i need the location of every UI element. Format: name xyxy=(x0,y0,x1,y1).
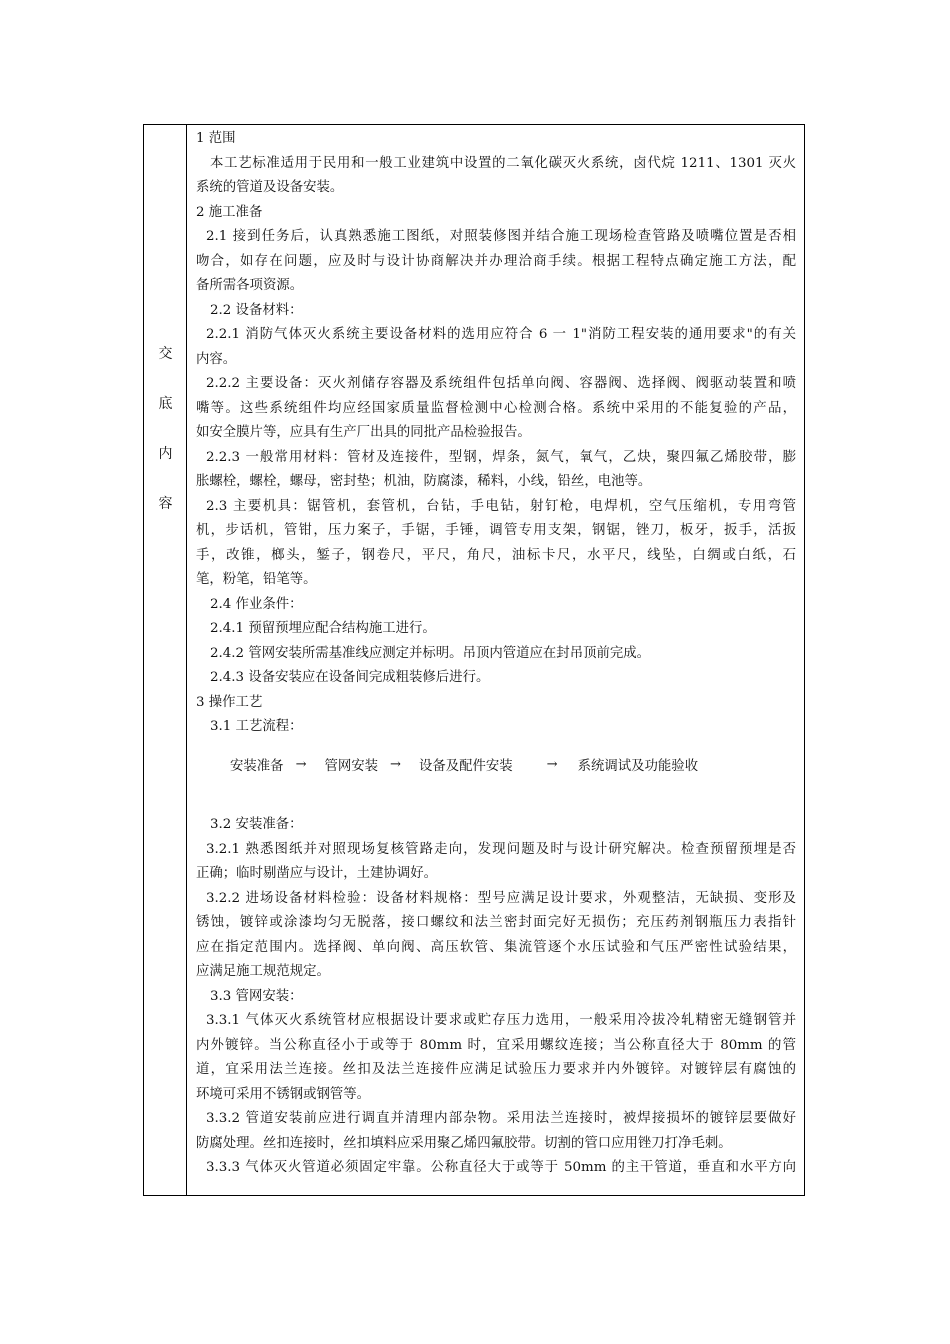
paragraph-line: 备所需各项资源。 xyxy=(196,278,304,293)
paragraph-line: 2.2.1 消防气体灭火系统主要设备材料的选用应符合 6 一 1"消防工程安装的通用要求"的有关 xyxy=(206,327,796,342)
paragraph-line: 道，宜采用法兰连接。丝扣及法兰连接件应满足试验压力要求并内外镀锌。对镀锌层有腐蚀的 xyxy=(196,1062,796,1077)
paragraph-line: 2.2.3 一般常用材料：管材及连接件，型钢，焊条，氮气，氧气，乙炔，聚四氟乙烯胶带，膨 xyxy=(206,449,796,465)
paragraph-line: 防腐处理。丝扣连接时，丝扣填料应采用聚乙烯四氟胶带。切割的管口应用锉刀打净毛刺。 xyxy=(196,1135,732,1151)
paragraph-line: 2.4.1 预留预埋应配合结构施工进行。 xyxy=(210,621,436,636)
process-flow xyxy=(196,740,796,789)
paragraph-line: 3.3.3 气体灭火管道必须固定牢靠。公称直径大于或等于 50mm 的主干管道，垂直和水平方向 xyxy=(206,1160,796,1175)
paragraph-line: 2.4.2 管网安装所需基准线应测定并标明。吊顶内管道应在封吊顶前完成。 xyxy=(210,645,651,661)
paragraph-line: 手，改锥，榔头，錾子，钢卷尺，平尺，角尺，油标卡尺，水平尺，线坠，白绸或白纸，石 xyxy=(196,547,796,563)
paragraph-line: 嘴等。这些系统组件均应经国家质量监督检测中心检测合格。系统中采用的不能复验的产品， xyxy=(196,400,796,416)
paragraph-line: 应满足施工规范规定。 xyxy=(196,964,330,979)
flow-step-1: 安装准备 xyxy=(230,758,284,774)
flow-step-4: 系统调试及功能验收 xyxy=(577,758,699,774)
paragraph-line: 内容。 xyxy=(196,351,237,367)
content-body xyxy=(196,127,796,1181)
paragraph-line: 3.2.1 熟悉图纸并对照现场复核管路走向，发现问题及时与设计研究解决。检查预留预埋是否 xyxy=(206,841,796,857)
heading-1: 1 范围 xyxy=(196,131,236,146)
subheading-3-2: 3.2 安装准备： xyxy=(210,817,303,832)
paragraph-line: 本工艺标准适用于民用和一般工业建筑中设置的二氧化碳灭火系统，卤代烷 1211、1301 灭火 xyxy=(210,155,796,171)
paragraph-line: 如安全膜片等，应具有生产厂出具的同批产品检验报告。 xyxy=(196,425,531,440)
heading-2: 2 施工准备 xyxy=(196,204,263,220)
paragraph-line: 机，步话机，管钳，压力案子，手锯，手锤，调管专用支架，钢锯，锉刀，板牙，扳手，活扳 xyxy=(196,523,796,538)
paragraph-line: 正确；临时剔凿应与设计，土建协调好。 xyxy=(196,866,438,881)
paragraph-line: 2.1 接到任务后，认真熟悉施工图纸，对照装修图并结合施工现场检查管路及喷嘴位置是否相 xyxy=(206,229,796,244)
paragraph-line: 2.4.3 设备安装应在设备间完成粗装修后进行。 xyxy=(210,670,490,685)
flow-arrow-icon: → xyxy=(546,756,558,772)
paragraph-line: 锈蚀，镀锌或涂漆均匀无脱落，接口螺纹和法兰密封面完好无损伤；充压药剂钢瓶压力表指针 xyxy=(196,915,796,930)
paragraph-line: 系统的管道及设备安装。 xyxy=(196,180,344,195)
paragraph-line: 吻合，如存在问题，应及时与设计协商解决并办理洽商手续。根据工程特点确定施工方法，配 xyxy=(196,253,796,269)
paragraph-line: 环境可采用不锈钢或钢管等。 xyxy=(196,1086,371,1102)
paragraph-line: 3.3.2 管道安装前应进行调直并清理内部杂物。采用法兰连接时，被焊接损坏的镀锌层要做好 xyxy=(206,1111,796,1126)
flow-step-2: 管网安装 xyxy=(324,758,379,774)
flow-arrow-icon: → xyxy=(295,756,307,772)
paragraph-line: 2.3 主要机具：锯管机，套管机，台钻，手电钻，射钉枪，电焊机，空气压缩机，专用弯管 xyxy=(206,498,796,514)
flow-step-3: 设备及配件安装 xyxy=(418,758,513,774)
label-char-4: 容 xyxy=(158,496,173,512)
content-table xyxy=(143,124,805,1196)
paragraph-line: 笔，粉笔，铅笔等。 xyxy=(196,572,317,587)
paragraph-line: 内外镀锌。当公称直径小于或等于 80mm 时，宜采用螺纹连接；当公称直径大于 80mm 的管 xyxy=(196,1037,796,1053)
flow-arrow-icon: → xyxy=(390,756,401,772)
paragraph-line: 3.3.1 气体灭火系统管材应根据设计要求或贮存压力选用，一般采用冷拔冷轧精密无缝钢管并 xyxy=(206,1013,796,1028)
subheading-2-4: 2.4 作业条件： xyxy=(210,596,303,612)
paragraph-line: 2.2.2 主要设备：灭火剂储存容器及系统组件包括单向阀、容器阀、选择阀、阀驱动装置和喷 xyxy=(206,376,796,391)
paragraph-line: 应在指定范围内。选择阀、单向阀、高压软管、集流管逐个水压试验和气压严密性试验结果， xyxy=(196,939,796,955)
paragraph-line: 胀螺栓，螺栓，螺母，密封垫；机油，防腐漆，稀料，小线，铅丝，电池等。 xyxy=(196,474,652,489)
label-char-1: 交 xyxy=(158,346,173,362)
subheading-2-2: 2.2 设备材料： xyxy=(210,302,303,318)
subheading-3-3: 3.3 管网安装： xyxy=(210,988,303,1004)
spacer xyxy=(196,789,796,814)
subheading-3-1: 3.1 工艺流程： xyxy=(210,719,303,734)
label-column xyxy=(144,125,187,1195)
paragraph-line: 3.2.2 进场设备材料检验：设备材料规格：型号应满足设计要求，外观整洁，无缺损、变形及 xyxy=(206,890,796,906)
label-char-3: 内 xyxy=(158,446,173,462)
label-char-2: 底 xyxy=(158,396,173,412)
heading-3: 3 操作工艺 xyxy=(196,694,263,710)
